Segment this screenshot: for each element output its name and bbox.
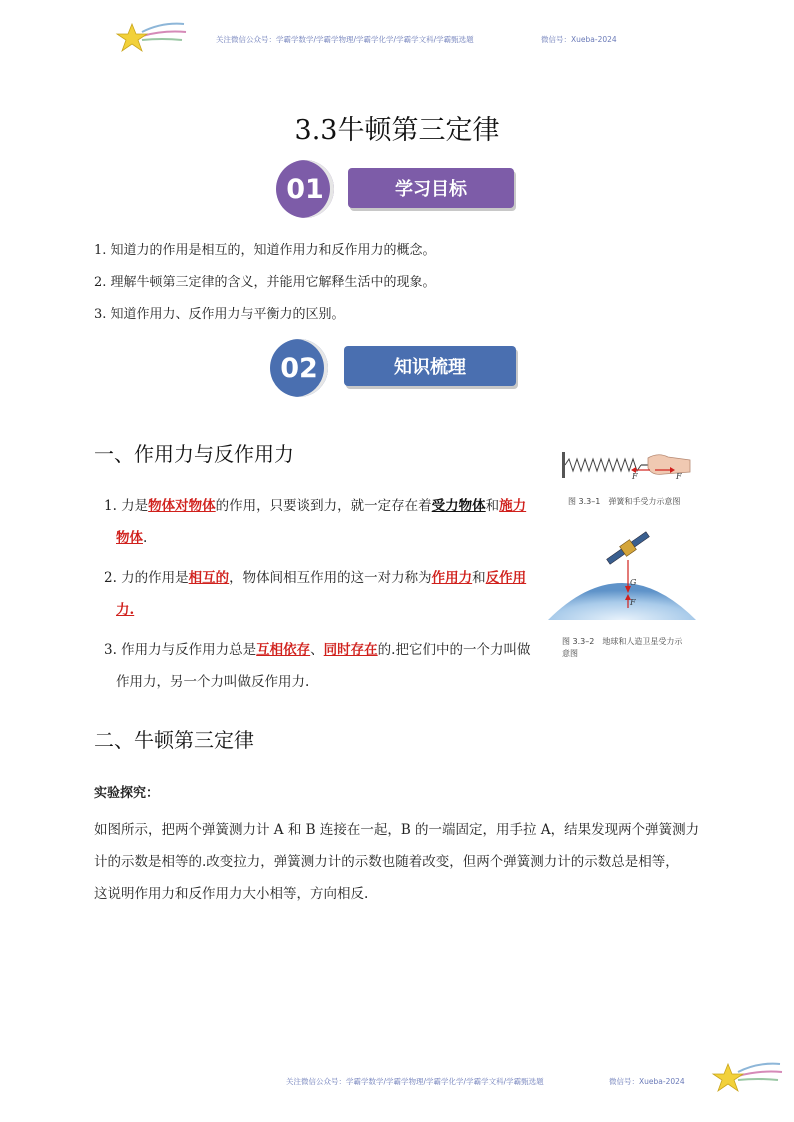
force-label: F bbox=[632, 472, 638, 481]
subheading: 实验探究： bbox=[94, 786, 160, 801]
keyword: 互相依存 bbox=[256, 642, 311, 658]
keyword: 施力 bbox=[499, 498, 527, 514]
force-label: F bbox=[676, 472, 682, 481]
section-heading: 二、牛顿第三定律 bbox=[94, 728, 254, 752]
keyword: 受力物体 bbox=[431, 498, 486, 514]
earth-satellite-figure bbox=[546, 528, 698, 622]
figure-caption: 图 3.3–1 弹簧和手受力示意图 bbox=[568, 497, 681, 506]
footer-star-icon bbox=[708, 1056, 784, 1096]
list-item: 3. 作用力与反作用力总是互相依存、同时存在的.把它们中的一个力叫做 作用力，另一个力叫做反作用力. bbox=[104, 642, 531, 690]
keyword: 力. bbox=[116, 602, 135, 618]
goal-item: 2. 理解牛顿第三定律的含义，并能用它解释生活中的现象。 bbox=[94, 275, 436, 290]
keyword: 同时存在 bbox=[323, 642, 378, 658]
badge-label: 学习目标 bbox=[348, 168, 514, 208]
figure-caption: 图 3.3–2 地球和人造卫星受力示 bbox=[562, 637, 683, 646]
keyword: 物体 bbox=[116, 530, 143, 546]
keyword: 作用力 bbox=[431, 570, 473, 586]
paragraph: 如图所示，把两个弹簧测力计 A 和 B 连接在一起，B 的一端固定，用手拉 A，结果发现两个弹簧测力 计的示数是相等的.改变拉力，弹簧测力计的示数也随着改变，但两个弹簧测力计的示数总是相等， 这说明作用力和反作用力大小相等，方向相反. bbox=[94, 822, 700, 902]
spring-hand-figure bbox=[560, 448, 695, 488]
page-title: 3.3牛顿第三定律 bbox=[294, 115, 500, 146]
badge-number: 02 bbox=[270, 339, 328, 397]
header-star-icon bbox=[112, 18, 188, 56]
header-wechat: 微信号：Xueba-2024 bbox=[541, 35, 617, 44]
keyword: 物体对物体 bbox=[148, 498, 216, 514]
footer-text: 关注微信公众号：学霸学数学/学霸学物理/学霸学化学/学霸学文科/学霸甄选题 bbox=[286, 1077, 544, 1086]
header-text: 关注微信公众号：学霸学数学/学霸学物理/学霸学化学/学霸学文科/学霸甄选题 bbox=[216, 35, 474, 44]
badge-label: 知识梳理 bbox=[344, 346, 516, 386]
list-item: 1. 力是物体对物体的作用，只要谈到力，就一定存在着受力物体和施力 物体. bbox=[104, 498, 527, 546]
section-heading: 一、作用力与反作用力 bbox=[94, 442, 294, 466]
keyword: 反作用 bbox=[485, 570, 527, 586]
keyword: 相互的 bbox=[188, 570, 230, 586]
footer-wechat: 微信号：Xueba-2024 bbox=[609, 1077, 685, 1086]
list-item: 2. 力的作用是相互的，物体间相互作用的这一对力称为作用力和反作用 力. bbox=[104, 570, 527, 618]
goal-item: 3. 知道作用力、反作用力与平衡力的区别。 bbox=[94, 307, 345, 322]
section-badge-goals bbox=[276, 160, 518, 218]
section-badge-knowledge bbox=[270, 338, 520, 398]
figure-caption: 意图 bbox=[562, 649, 578, 658]
force-label: F bbox=[630, 598, 636, 607]
badge-number: 01 bbox=[276, 160, 334, 218]
goal-item: 1. 知道力的作用是相互的，知道作用力和反作用力的概念。 bbox=[94, 243, 436, 258]
gravity-label: G bbox=[630, 578, 637, 587]
